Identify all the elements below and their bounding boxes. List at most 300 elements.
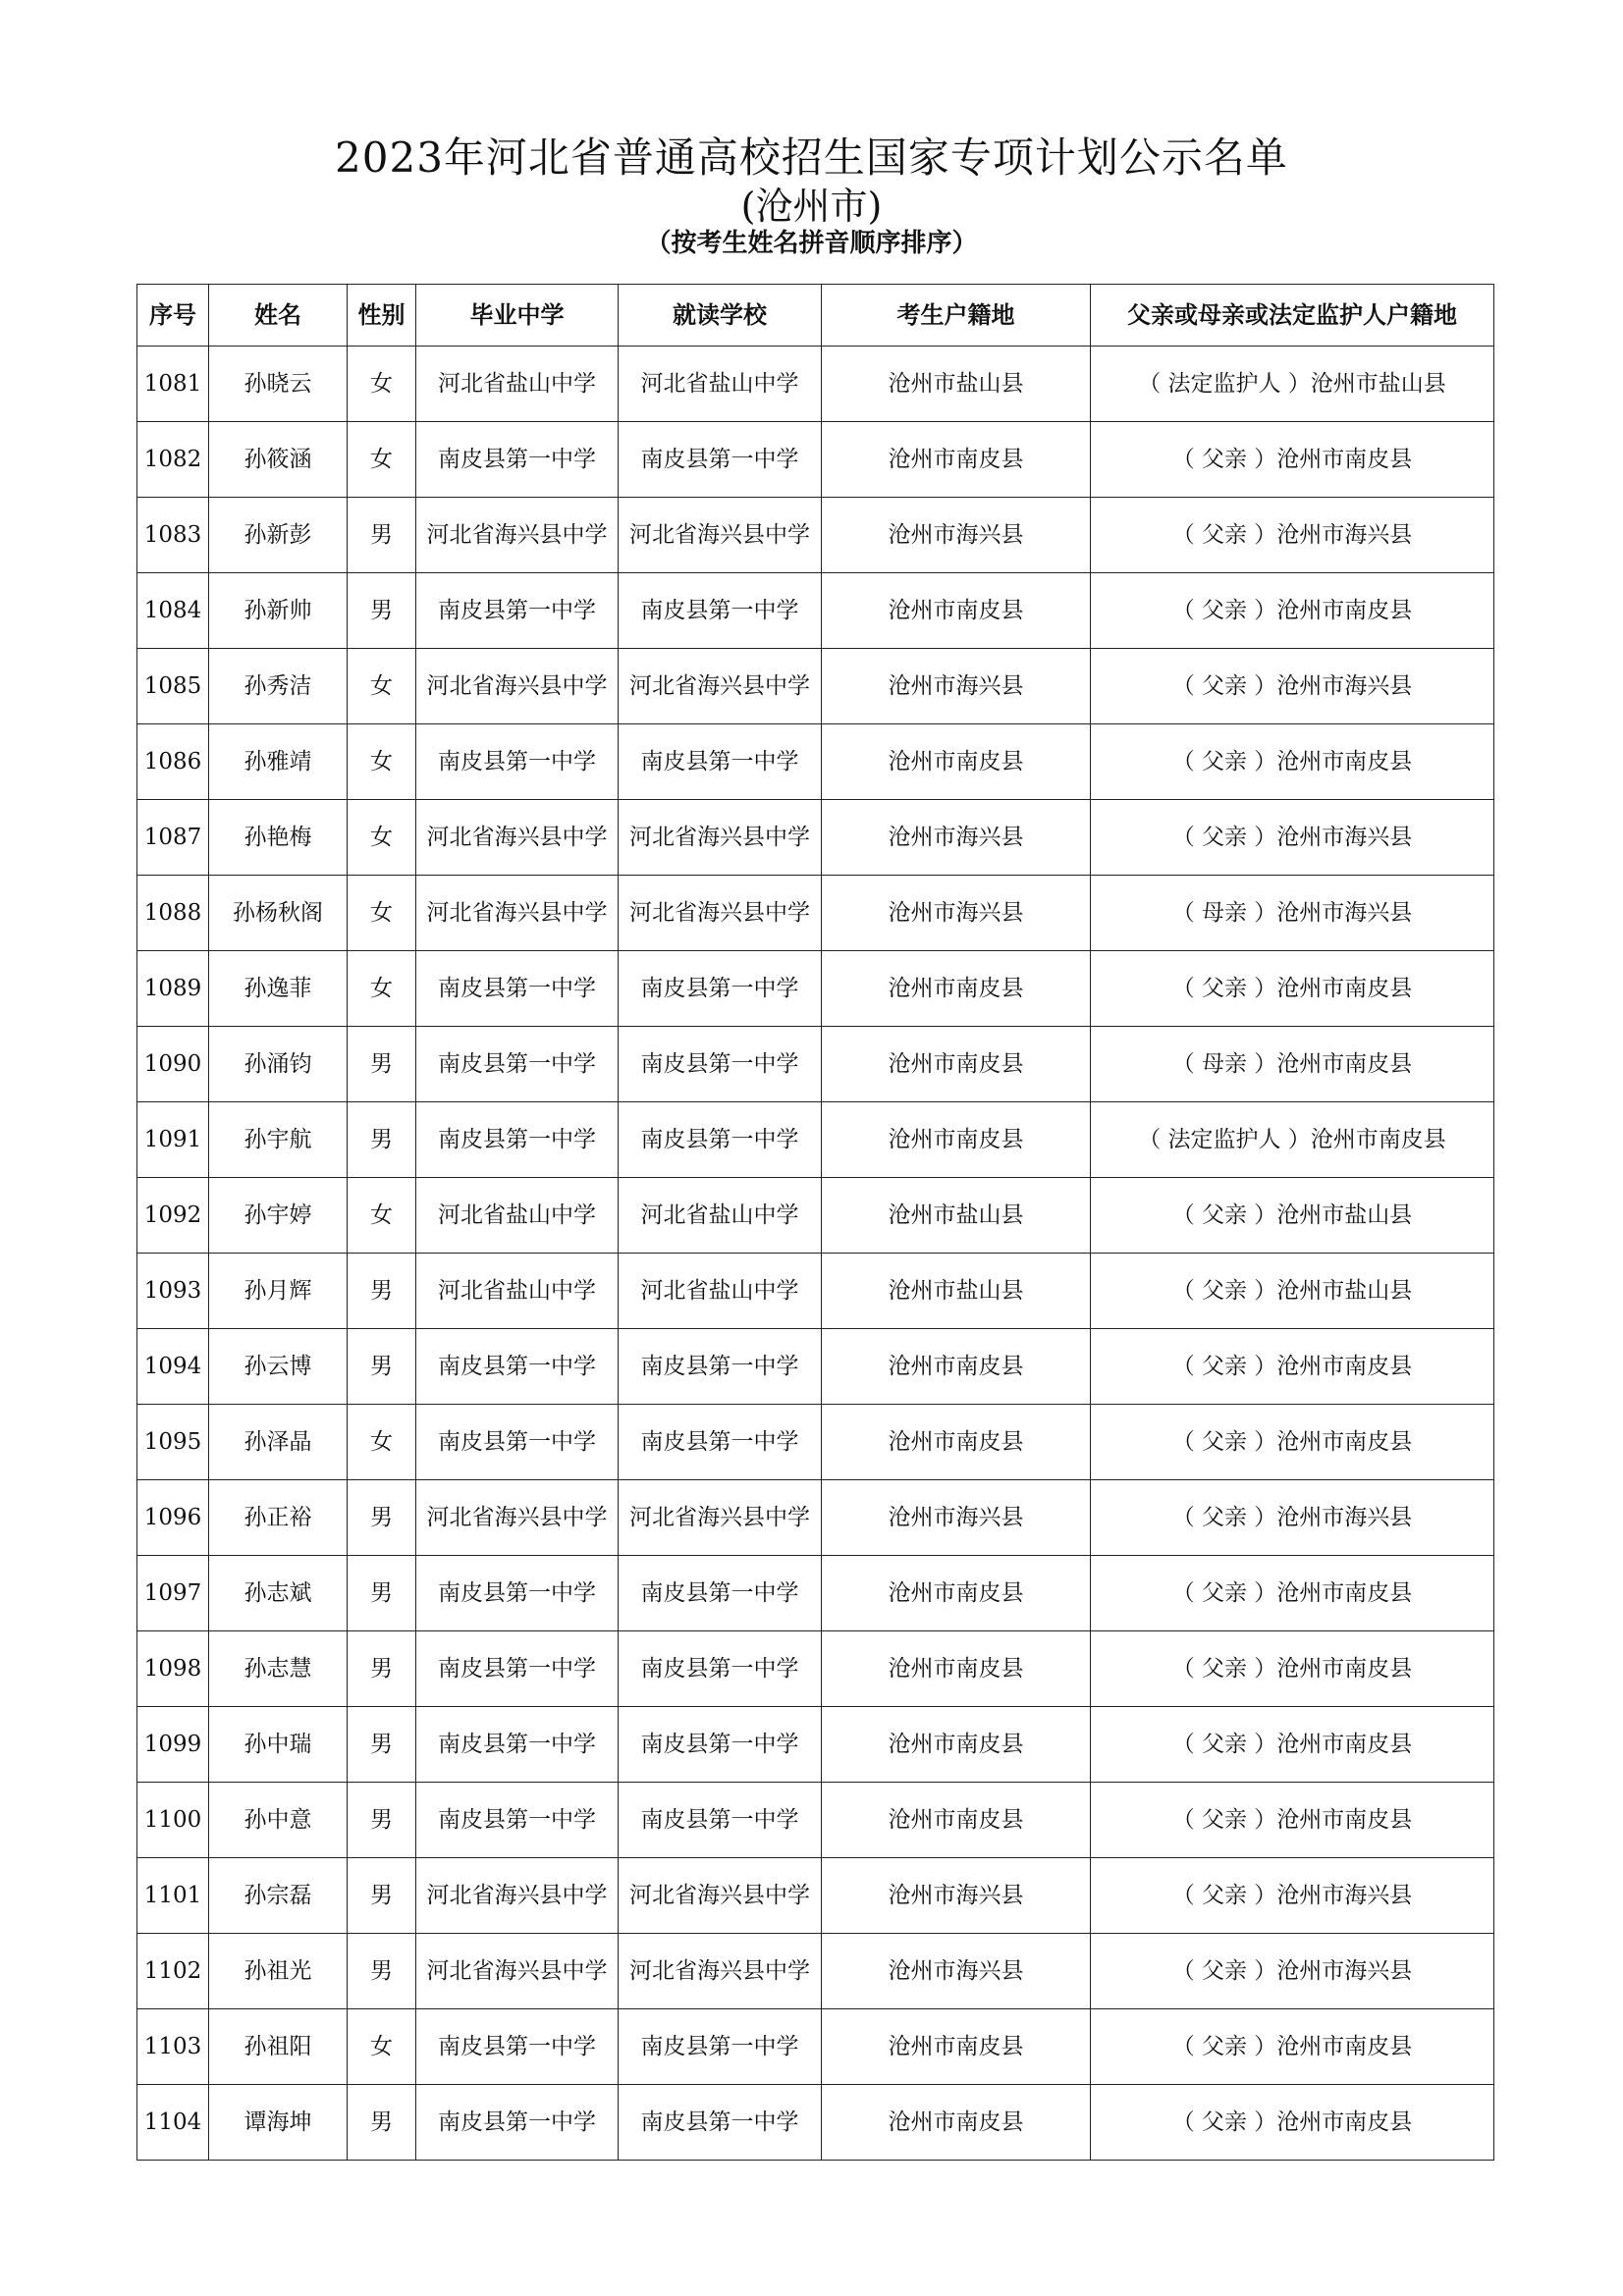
cell-student-residence	[822, 573, 1091, 649]
table-row	[137, 1858, 1494, 1934]
cell-student-residence	[822, 498, 1091, 573]
cell-graduation-school	[416, 1254, 619, 1329]
table-row	[137, 2009, 1494, 2085]
cell-seq	[137, 951, 209, 1027]
cell-seq	[137, 1858, 209, 1934]
cell-guardian-residence-text: （ 父亲 ）沧州市南皮县	[1171, 1732, 1413, 1757]
cell-guardian-residence-text: （ 父亲 ）沧州市南皮县	[1171, 1656, 1413, 1682]
cell-name-text: 孙志慧	[243, 1656, 312, 1682]
cell-student-residence-text: 沧州市南皮县	[888, 1656, 1024, 1682]
cell-current-school	[619, 800, 822, 876]
cell-name-text: 孙宗磊	[243, 1883, 312, 1908]
cell-guardian-residence-text: （ 父亲 ）沧州市南皮县	[1171, 749, 1413, 774]
cell-student-residence-text: 沧州市南皮县	[888, 1354, 1024, 1379]
cell-graduation-school	[416, 1405, 619, 1480]
cell-guardian-residence	[1091, 1329, 1494, 1405]
cell-seq	[137, 1254, 209, 1329]
cell-seq-text: 1090	[143, 1051, 202, 1077]
table-header	[137, 285, 1494, 347]
cell-guardian-residence-text: （ 父亲 ）沧州市南皮县	[1171, 598, 1413, 623]
cell-name-text: 孙中意	[243, 1807, 312, 1833]
cell-seq-text: 1094	[143, 1354, 202, 1379]
cell-name	[209, 1707, 348, 1783]
cell-name	[209, 1102, 348, 1178]
cell-student-residence	[822, 876, 1091, 951]
header-row	[137, 285, 1494, 347]
cell-current-school	[619, 1254, 822, 1329]
cell-student-residence-text: 沧州市海兴县	[888, 673, 1024, 699]
cell-graduation-school-text: 河北省海兴县中学	[426, 825, 608, 850]
cell-guardian-residence	[1091, 1405, 1494, 1480]
cell-guardian-residence	[1091, 1631, 1494, 1707]
cell-current-school	[619, 1102, 822, 1178]
cell-guardian-residence	[1091, 1178, 1494, 1254]
cell-seq	[137, 1934, 209, 2009]
cell-name-text: 谭海坤	[243, 2109, 312, 2135]
cell-seq	[137, 1178, 209, 1254]
cell-graduation-school-text: 河北省海兴县中学	[426, 1958, 608, 1984]
cell-gender-text: 女	[370, 1202, 393, 1228]
cell-current-school-text: 河北省海兴县中学	[629, 673, 810, 699]
cell-gender-text: 女	[370, 447, 393, 472]
cell-name	[209, 1631, 348, 1707]
cell-gender	[348, 1405, 416, 1480]
cell-gender-text: 女	[370, 1429, 393, 1455]
cell-student-residence	[822, 347, 1091, 422]
cell-current-school-text: 南皮县第一中学	[640, 1127, 799, 1152]
cell-current-school-text: 南皮县第一中学	[640, 2109, 799, 2135]
cell-student-residence	[822, 1102, 1091, 1178]
cell-graduation-school	[416, 2085, 619, 2161]
cell-name-text: 孙秀洁	[243, 673, 312, 699]
cell-student-residence	[822, 1631, 1091, 1707]
cell-current-school	[619, 1480, 822, 1556]
cell-name-text: 孙艳梅	[243, 825, 312, 850]
cell-gender-text: 女	[370, 749, 393, 774]
cell-gender-text: 男	[370, 1656, 393, 1682]
cell-current-school-text: 南皮县第一中学	[640, 976, 799, 1001]
cell-graduation-school	[416, 1631, 619, 1707]
cell-current-school	[619, 2085, 822, 2161]
cell-student-residence-text: 沧州市盐山县	[888, 1278, 1024, 1304]
cell-graduation-school	[416, 724, 619, 800]
cell-current-school	[619, 2009, 822, 2085]
cell-guardian-residence-text: （ 父亲 ）沧州市南皮县	[1171, 2034, 1413, 2059]
cell-student-residence-text: 沧州市南皮县	[888, 1429, 1024, 1455]
cell-gender	[348, 1027, 416, 1102]
cell-seq	[137, 724, 209, 800]
cell-seq-text: 1101	[143, 1883, 202, 1908]
cell-current-school-text: 河北省盐山中学	[640, 371, 799, 397]
cell-graduation-school-text: 河北省海兴县中学	[426, 522, 608, 548]
cell-gender	[348, 724, 416, 800]
cell-student-residence-text: 沧州市南皮县	[888, 1807, 1024, 1833]
cell-graduation-school	[416, 1934, 619, 2009]
cell-gender-text: 女	[370, 976, 393, 1001]
cell-gender	[348, 1858, 416, 1934]
cell-seq	[137, 1329, 209, 1405]
cell-gender-text: 男	[370, 1505, 393, 1530]
cell-name-text: 孙正裕	[243, 1505, 312, 1530]
cell-name-text: 孙志斌	[243, 1580, 312, 1606]
cell-graduation-school-text: 河北省海兴县中学	[426, 1883, 608, 1908]
cell-seq-text: 1087	[143, 825, 202, 850]
cell-student-residence-text: 沧州市海兴县	[888, 1883, 1024, 1908]
cell-name	[209, 649, 348, 724]
cell-name-text: 孙晓云	[243, 371, 312, 397]
cell-gender-text: 男	[370, 1354, 393, 1379]
cell-seq-text: 1099	[143, 1732, 202, 1757]
cell-graduation-school	[416, 422, 619, 498]
cell-name	[209, 1027, 348, 1102]
cell-gender	[348, 498, 416, 573]
cell-gender-text: 女	[370, 673, 393, 699]
cell-guardian-residence-text: （ 父亲 ）沧州市海兴县	[1171, 522, 1413, 548]
cell-seq-text: 1084	[143, 598, 202, 623]
cell-seq	[137, 800, 209, 876]
cell-student-residence	[822, 1178, 1091, 1254]
cell-current-school-text: 南皮县第一中学	[640, 598, 799, 623]
cell-current-school	[619, 1027, 822, 1102]
cell-name-text: 孙杨秋阁	[233, 900, 323, 926]
cell-current-school	[619, 1858, 822, 1934]
header-current-school: 就读学校	[619, 285, 822, 347]
cell-name	[209, 2085, 348, 2161]
cell-current-school	[619, 1405, 822, 1480]
cell-student-residence	[822, 724, 1091, 800]
cell-graduation-school	[416, 1480, 619, 1556]
cell-graduation-school-text: 南皮县第一中学	[438, 1429, 596, 1455]
cell-name	[209, 498, 348, 573]
cell-gender	[348, 1556, 416, 1631]
cell-graduation-school-text: 南皮县第一中学	[438, 749, 596, 774]
cell-seq-text: 1103	[143, 2034, 202, 2059]
cell-graduation-school	[416, 1783, 619, 1858]
header-gender: 性别	[348, 285, 416, 347]
cell-seq	[137, 573, 209, 649]
cell-current-school-text: 南皮县第一中学	[640, 1429, 799, 1455]
cell-guardian-residence	[1091, 498, 1494, 573]
table-row	[137, 1480, 1494, 1556]
cell-student-residence	[822, 649, 1091, 724]
cell-graduation-school	[416, 951, 619, 1027]
cell-student-residence	[822, 1405, 1091, 1480]
cell-student-residence	[822, 2009, 1091, 2085]
cell-graduation-school	[416, 800, 619, 876]
cell-gender	[348, 2085, 416, 2161]
table-row	[137, 573, 1494, 649]
cell-gender	[348, 1480, 416, 1556]
cell-current-school	[619, 951, 822, 1027]
cell-name	[209, 1480, 348, 1556]
table-row	[137, 1556, 1494, 1631]
cell-graduation-school-text: 河北省盐山中学	[438, 371, 596, 397]
cell-gender-text: 女	[370, 900, 393, 926]
cell-current-school-text: 南皮县第一中学	[640, 1656, 799, 1682]
cell-student-residence-text: 沧州市南皮县	[888, 447, 1024, 472]
table-row	[137, 1329, 1494, 1405]
cell-gender	[348, 1934, 416, 2009]
cell-graduation-school	[416, 1027, 619, 1102]
cell-guardian-residence	[1091, 1934, 1494, 2009]
cell-gender-text: 男	[370, 1127, 393, 1152]
cell-guardian-residence-text: （ 父亲 ）沧州市南皮县	[1171, 1807, 1413, 1833]
cell-guardian-residence	[1091, 649, 1494, 724]
cell-current-school-text: 河北省海兴县中学	[629, 1505, 810, 1530]
cell-graduation-school	[416, 1858, 619, 1934]
cell-gender	[348, 1631, 416, 1707]
cell-guardian-residence	[1091, 724, 1494, 800]
sort-note: （按考生姓名拼音顺序排序）	[645, 229, 978, 258]
cell-guardian-residence	[1091, 876, 1494, 951]
cell-student-residence-text: 沧州市盐山县	[888, 1202, 1024, 1228]
cell-seq	[137, 1783, 209, 1858]
table-row	[137, 498, 1494, 573]
cell-guardian-residence-text: （ 父亲 ）沧州市南皮县	[1171, 1429, 1413, 1455]
cell-student-residence	[822, 1934, 1091, 2009]
cell-current-school	[619, 498, 822, 573]
cell-seq-text: 1083	[143, 522, 202, 548]
cell-seq-text: 1091	[143, 1127, 202, 1152]
cell-seq	[137, 1405, 209, 1480]
cell-gender-text: 男	[370, 1051, 393, 1077]
cell-seq	[137, 1707, 209, 1783]
table-row	[137, 1405, 1494, 1480]
cell-name	[209, 951, 348, 1027]
cell-seq-text: 1086	[143, 749, 202, 774]
cell-seq	[137, 2085, 209, 2161]
cell-current-school	[619, 649, 822, 724]
cell-current-school	[619, 1631, 822, 1707]
cell-name-text: 孙逸菲	[243, 976, 312, 1001]
cell-guardian-residence-text: （ 父亲 ）沧州市海兴县	[1171, 1958, 1413, 1984]
cell-graduation-school-text: 南皮县第一中学	[438, 1580, 596, 1606]
cell-gender-text: 女	[370, 371, 393, 397]
cell-gender-text: 男	[370, 522, 393, 548]
cell-name	[209, 724, 348, 800]
cell-gender	[348, 876, 416, 951]
cell-student-residence	[822, 1858, 1091, 1934]
cell-graduation-school-text: 南皮县第一中学	[438, 2034, 596, 2059]
cell-student-residence-text: 沧州市南皮县	[888, 2034, 1024, 2059]
cell-gender-text: 女	[370, 2034, 393, 2059]
cell-student-residence	[822, 1254, 1091, 1329]
table-row	[137, 800, 1494, 876]
cell-gender-text: 男	[370, 1958, 393, 1984]
cell-student-residence-text: 沧州市南皮县	[888, 1127, 1024, 1152]
cell-current-school-text: 南皮县第一中学	[640, 1732, 799, 1757]
cell-seq	[137, 649, 209, 724]
cell-seq	[137, 876, 209, 951]
cell-name-text: 孙筱涵	[243, 447, 312, 472]
cell-current-school-text: 南皮县第一中学	[640, 1051, 799, 1077]
cell-name-text: 孙云博	[243, 1354, 312, 1379]
cell-current-school	[619, 1783, 822, 1858]
cell-graduation-school-text: 南皮县第一中学	[438, 1051, 596, 1077]
table-row	[137, 1027, 1494, 1102]
cell-current-school-text: 南皮县第一中学	[640, 749, 799, 774]
cell-student-residence-text: 沧州市海兴县	[888, 1505, 1024, 1530]
cell-student-residence	[822, 1480, 1091, 1556]
cell-guardian-residence	[1091, 951, 1494, 1027]
cell-graduation-school-text: 南皮县第一中学	[438, 976, 596, 1001]
cell-guardian-residence-text: （ 父亲 ）沧州市海兴县	[1171, 673, 1413, 699]
cell-guardian-residence	[1091, 1783, 1494, 1858]
cell-guardian-residence	[1091, 2009, 1494, 2085]
cell-guardian-residence	[1091, 1556, 1494, 1631]
cell-seq-text: 1085	[143, 673, 202, 699]
cell-guardian-residence-text: （ 母亲 ）沧州市海兴县	[1171, 900, 1413, 926]
cell-graduation-school	[416, 1707, 619, 1783]
cell-graduation-school-text: 南皮县第一中学	[438, 1732, 596, 1757]
cell-student-residence	[822, 951, 1091, 1027]
cell-guardian-residence-text: （ 父亲 ）沧州市南皮县	[1171, 447, 1413, 472]
cell-seq-text: 1098	[143, 1656, 202, 1682]
table-body	[137, 347, 1494, 2161]
cell-guardian-residence	[1091, 573, 1494, 649]
header-student-residence: 考生户籍地	[822, 285, 1091, 347]
table-row	[137, 1631, 1494, 1707]
document-title: 2023年河北省普通高校招生国家专项计划公示名单	[335, 133, 1288, 182]
table-row	[137, 1102, 1494, 1178]
cell-graduation-school-text: 河北省海兴县中学	[426, 673, 608, 699]
cell-name-text: 孙祖光	[243, 1958, 312, 1984]
header-guardian-residence: 父亲或母亲或法定监护人户籍地	[1091, 285, 1494, 347]
cell-guardian-residence	[1091, 422, 1494, 498]
cell-student-residence-text: 沧州市盐山县	[888, 371, 1024, 397]
cell-student-residence-text: 沧州市南皮县	[888, 976, 1024, 1001]
cell-seq-text: 1104	[143, 2109, 202, 2135]
cell-seq-text: 1088	[143, 900, 202, 926]
cell-seq-text: 1095	[143, 1429, 202, 1455]
table-row	[137, 876, 1494, 951]
cell-graduation-school-text: 南皮县第一中学	[438, 447, 596, 472]
document-subtitle: (沧州市)	[740, 185, 883, 228]
cell-graduation-school	[416, 1556, 619, 1631]
cell-graduation-school-text: 河北省盐山中学	[438, 1278, 596, 1304]
cell-student-residence-text: 沧州市南皮县	[888, 1051, 1024, 1077]
cell-gender-text: 男	[370, 1883, 393, 1908]
cell-guardian-residence-text: （ 父亲 ）沧州市盐山县	[1171, 1202, 1413, 1228]
cell-name-text: 孙中瑞	[243, 1732, 312, 1757]
cell-current-school-text: 南皮县第一中学	[640, 2034, 799, 2059]
cell-seq	[137, 498, 209, 573]
cell-name-text: 孙宇婷	[243, 1202, 312, 1228]
cell-gender-text: 男	[370, 1278, 393, 1304]
table-row	[137, 347, 1494, 422]
cell-name	[209, 1329, 348, 1405]
cell-student-residence	[822, 1027, 1091, 1102]
table-row	[137, 1707, 1494, 1783]
header-graduation-school: 毕业中学	[416, 285, 619, 347]
cell-gender	[348, 347, 416, 422]
cell-gender-text: 男	[370, 1807, 393, 1833]
cell-graduation-school-text: 南皮县第一中学	[438, 1656, 596, 1682]
cell-student-residence-text: 沧州市南皮县	[888, 598, 1024, 623]
cell-current-school-text: 河北省海兴县中学	[629, 825, 810, 850]
cell-guardian-residence	[1091, 800, 1494, 876]
cell-name	[209, 876, 348, 951]
cell-gender	[348, 1783, 416, 1858]
cell-guardian-residence	[1091, 1027, 1494, 1102]
cell-gender-text: 男	[370, 1580, 393, 1606]
cell-seq-text: 1082	[143, 447, 202, 472]
table-row	[137, 1254, 1494, 1329]
cell-seq-text: 1092	[143, 1202, 202, 1228]
cell-name	[209, 1934, 348, 2009]
cell-current-school	[619, 1934, 822, 2009]
cell-name	[209, 1783, 348, 1858]
cell-graduation-school	[416, 649, 619, 724]
cell-graduation-school	[416, 1102, 619, 1178]
cell-current-school	[619, 573, 822, 649]
cell-name-text: 孙祖阳	[243, 2034, 312, 2059]
cell-graduation-school-text: 南皮县第一中学	[438, 2109, 596, 2135]
cell-graduation-school	[416, 1329, 619, 1405]
cell-current-school-text: 南皮县第一中学	[640, 1807, 799, 1833]
cell-student-residence-text: 沧州市南皮县	[888, 1732, 1024, 1757]
cell-gender	[348, 1254, 416, 1329]
cell-name	[209, 800, 348, 876]
cell-seq-text: 1102	[143, 1958, 202, 1984]
cell-gender	[348, 1178, 416, 1254]
table-row	[137, 422, 1494, 498]
cell-guardian-residence-text: （ 父亲 ）沧州市南皮县	[1171, 2109, 1413, 2135]
cell-gender-text: 女	[370, 825, 393, 850]
cell-seq-text: 1096	[143, 1505, 202, 1530]
cell-guardian-residence	[1091, 1707, 1494, 1783]
cell-current-school-text: 河北省盐山中学	[640, 1202, 799, 1228]
cell-guardian-residence-text: （ 父亲 ）沧州市盐山县	[1171, 1278, 1413, 1304]
cell-student-residence	[822, 1329, 1091, 1405]
cell-student-residence-text: 沧州市海兴县	[888, 825, 1024, 850]
header-seq: 序号	[137, 285, 209, 347]
cell-current-school	[619, 1556, 822, 1631]
cell-name	[209, 573, 348, 649]
cell-student-residence	[822, 2085, 1091, 2161]
cell-graduation-school	[416, 498, 619, 573]
cell-gender-text: 男	[370, 2109, 393, 2135]
cell-student-residence	[822, 1707, 1091, 1783]
cell-guardian-residence-text: （ 父亲 ）沧州市海兴县	[1171, 1883, 1413, 1908]
cell-graduation-school-text: 南皮县第一中学	[438, 1807, 596, 1833]
cell-graduation-school-text: 南皮县第一中学	[438, 598, 596, 623]
cell-seq	[137, 2009, 209, 2085]
cell-name-text: 孙宇航	[243, 1127, 312, 1152]
cell-seq-text: 1081	[143, 371, 202, 397]
cell-student-residence-text: 沧州市海兴县	[888, 1958, 1024, 1984]
cell-guardian-residence-text: （ 父亲 ）沧州市南皮县	[1171, 1354, 1413, 1379]
cell-guardian-residence-text: （ 法定监护人 ）沧州市盐山县	[1138, 371, 1446, 397]
cell-name	[209, 2009, 348, 2085]
table-row	[137, 1783, 1494, 1858]
cell-name-text: 孙雅靖	[243, 749, 312, 774]
table-row	[137, 724, 1494, 800]
cell-name	[209, 1254, 348, 1329]
cell-graduation-school-text: 南皮县第一中学	[438, 1354, 596, 1379]
cell-seq	[137, 347, 209, 422]
cell-seq-text: 1097	[143, 1580, 202, 1606]
cell-student-residence	[822, 1556, 1091, 1631]
cell-student-residence	[822, 422, 1091, 498]
cell-graduation-school-text: 河北省盐山中学	[438, 1202, 596, 1228]
table-row	[137, 649, 1494, 724]
cell-gender	[348, 1329, 416, 1405]
cell-name	[209, 347, 348, 422]
cell-graduation-school	[416, 876, 619, 951]
cell-guardian-residence	[1091, 2085, 1494, 2161]
cell-guardian-residence	[1091, 1102, 1494, 1178]
